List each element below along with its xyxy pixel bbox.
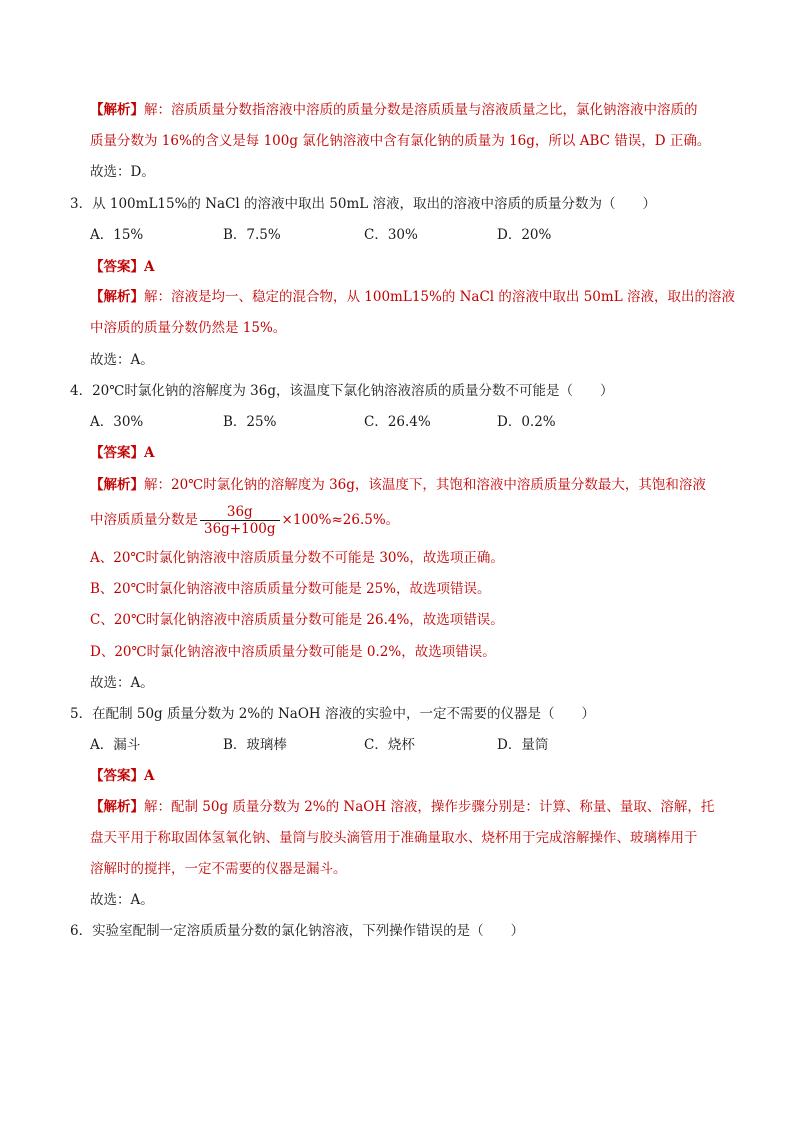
q5-option-a: A．漏斗 [90,737,141,753]
q4-choice: 故选：A。 [90,675,154,691]
q5-option-b: B．玻璃棒 [223,737,287,753]
answer-tag: 【答案】 [90,768,144,784]
q5-analysis-line: 盘天平用于称取固体氢氧化钠、量筒与胶头滴管用于准确量取水、烧杯用于完成溶解操作、玻璃棒用于 [90,830,698,846]
analysis-text: 解：溶液是均一、稳定的混合物，从 100mL15%的 NaCl 的溶液中取出 50mL 溶液，取出的溶液 [144,289,735,305]
analysis-text: 解：20℃时氯化钠的溶解度为 36g，该温度下，其饱和溶液中溶质质量分数最大，其饱和溶液 [144,477,706,493]
q3-option-b: B．7.5% [223,227,281,243]
analysis-tag: 【解析】 [90,102,144,118]
q4-reason-a: A、20℃时氯化钠溶液中溶质质量分数不可能是 30%，故选项正确。 [90,550,504,566]
analysis-text: 解：溶质质量分数指溶液中溶质的质量分数是溶质质量与溶液质量之比，氯化钠溶液中溶质的 [144,102,698,118]
question-3-stem: 3．从 100mL15%的 NaCl 的溶液中取出 50mL 溶液，取出的溶液中溶质的质量分数为（ ） [70,196,657,212]
q4-reason-c: C、20℃时氯化钠溶液中溶质质量分数可能是 26.4%，故选项错误。 [90,612,504,628]
answer-value: A [144,445,155,461]
q5-analysis-line [90,797,714,817]
fraction-denominator: 36g+100g [200,520,280,537]
analysis-tag: 【解析】 [90,477,144,493]
q5-option-c: C．烧杯 [364,737,415,753]
q4-option-b: B．25% [223,414,277,430]
q4-analysis-formula-line [90,502,399,538]
q3-analysis-line: 中溶质的质量分数仍然是 15%。 [90,320,287,336]
question-4-stem: 4．20℃时氯化钠的溶解度为 36g，该温度下氯化钠溶液溶质的质量分数不可能是（ ） [70,383,614,399]
fraction [200,504,280,537]
q5-option-d: D．量筒 [497,737,549,753]
q4-option-c: C．26.4% [364,414,431,430]
analysis-tag: 【解析】 [90,289,144,305]
answer-tag: 【答案】 [90,445,144,461]
analysis-line [90,100,698,120]
q4-analysis-line [90,475,706,495]
analysis-tag: 【解析】 [90,799,144,815]
answer-tag: 【答案】 [90,259,144,275]
q3-answer-line [90,257,154,277]
q4-option-a: A．30% [90,414,144,430]
formula-prefix: 中溶质质量分数是 [90,512,198,528]
q3-analysis-line [90,287,735,307]
q3-option-c: C．30% [364,227,418,243]
question-5-stem: 5．在配制 50g 质量分数为 2%的 NaOH 溶液的实验中，一定不需要的仪器是（ ） [70,706,595,722]
answer-value: A [144,768,155,784]
q4-reason-d: D、20℃时氯化钠溶液中溶质质量分数可能是 0.2%，故选项错误。 [90,644,496,660]
q4-reason-b: B、20℃时氯化钠溶液中溶质质量分数可能是 25%，故选项错误。 [90,581,491,597]
analysis-line: 质量分数为 16%的含义是每 100g 氯化钠溶液中含有氯化钠的质量为 16g，所以 ABC 错误，D 正确。 [90,133,711,149]
q3-option-a: A．15% [90,227,144,243]
q4-answer-line [90,443,154,463]
fraction-numerator: 36g [226,504,253,520]
analysis-text: 解：配制 50g 质量分数为 2%的 NaOH 溶液，操作步骤分别是：计算、称量、量取、溶解，托 [144,799,715,815]
choice-line: 故选：D。 [90,164,155,180]
q3-choice: 故选：A。 [90,352,154,368]
q3-option-d: D．20% [497,227,552,243]
question-6-stem: 6．实验室配制一定溶质质量分数的氯化钠溶液，下列操作错误的是（ ） [70,923,525,939]
q5-answer-line [90,766,154,786]
q5-analysis-line: 溶解时的搅拌，一定不需要的仪器是漏斗。 [90,861,347,877]
formula-suffix: ×100%≈26.5%。 [281,512,400,528]
answer-value: A [144,259,155,275]
q4-option-d: D．0.2% [497,414,556,430]
q5-choice: 故选：A。 [90,892,154,908]
